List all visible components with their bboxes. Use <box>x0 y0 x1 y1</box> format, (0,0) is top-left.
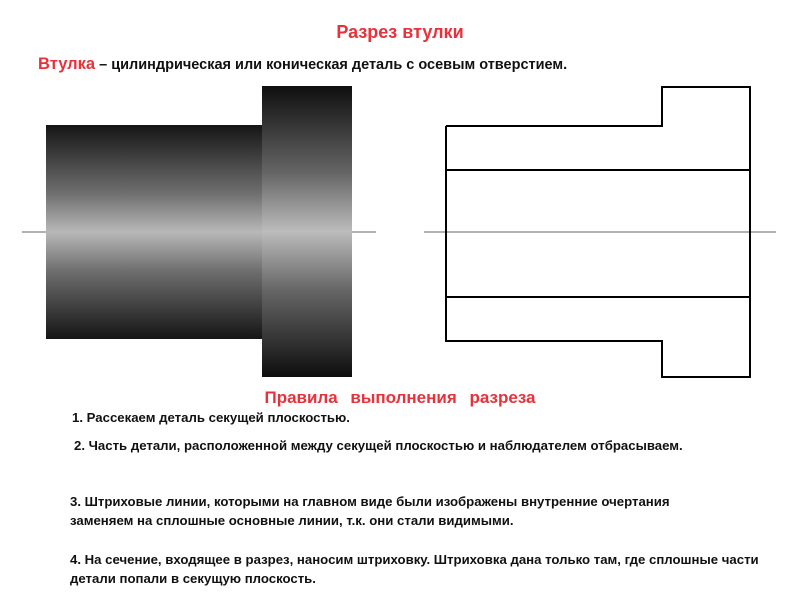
bushing-body <box>46 125 266 339</box>
bushing-outline-view <box>424 87 776 377</box>
definition-term: Втулка <box>38 55 96 73</box>
definition-text: – цилиндрическая или коническая деталь с осевым отверстием. <box>95 57 568 73</box>
bushing-flange <box>262 86 352 377</box>
rules-title: Правила выполнения разреза <box>264 388 536 407</box>
rule-1: 1. Рассекаем деталь секущей плоскостью. <box>72 410 350 425</box>
rule-3: 3. Штриховые линии, которыми на главном виде были изображены внутренние очертания заменяем на сплошные основные линии, т.к. они стали видимыми. <box>70 494 670 528</box>
rule-4: 4. На сечение, входящее в разрез, наносим штриховку. Штриховка дана только там, где сплошные части детали попали в секущую плоскость. <box>70 552 759 586</box>
bushing-3d-view <box>22 86 376 377</box>
page-title: Разрез втулки <box>336 22 464 42</box>
rule-2: 2. Часть детали, расположенной между секущей плоскостью и наблюдателем отбрасываем. <box>74 438 683 453</box>
